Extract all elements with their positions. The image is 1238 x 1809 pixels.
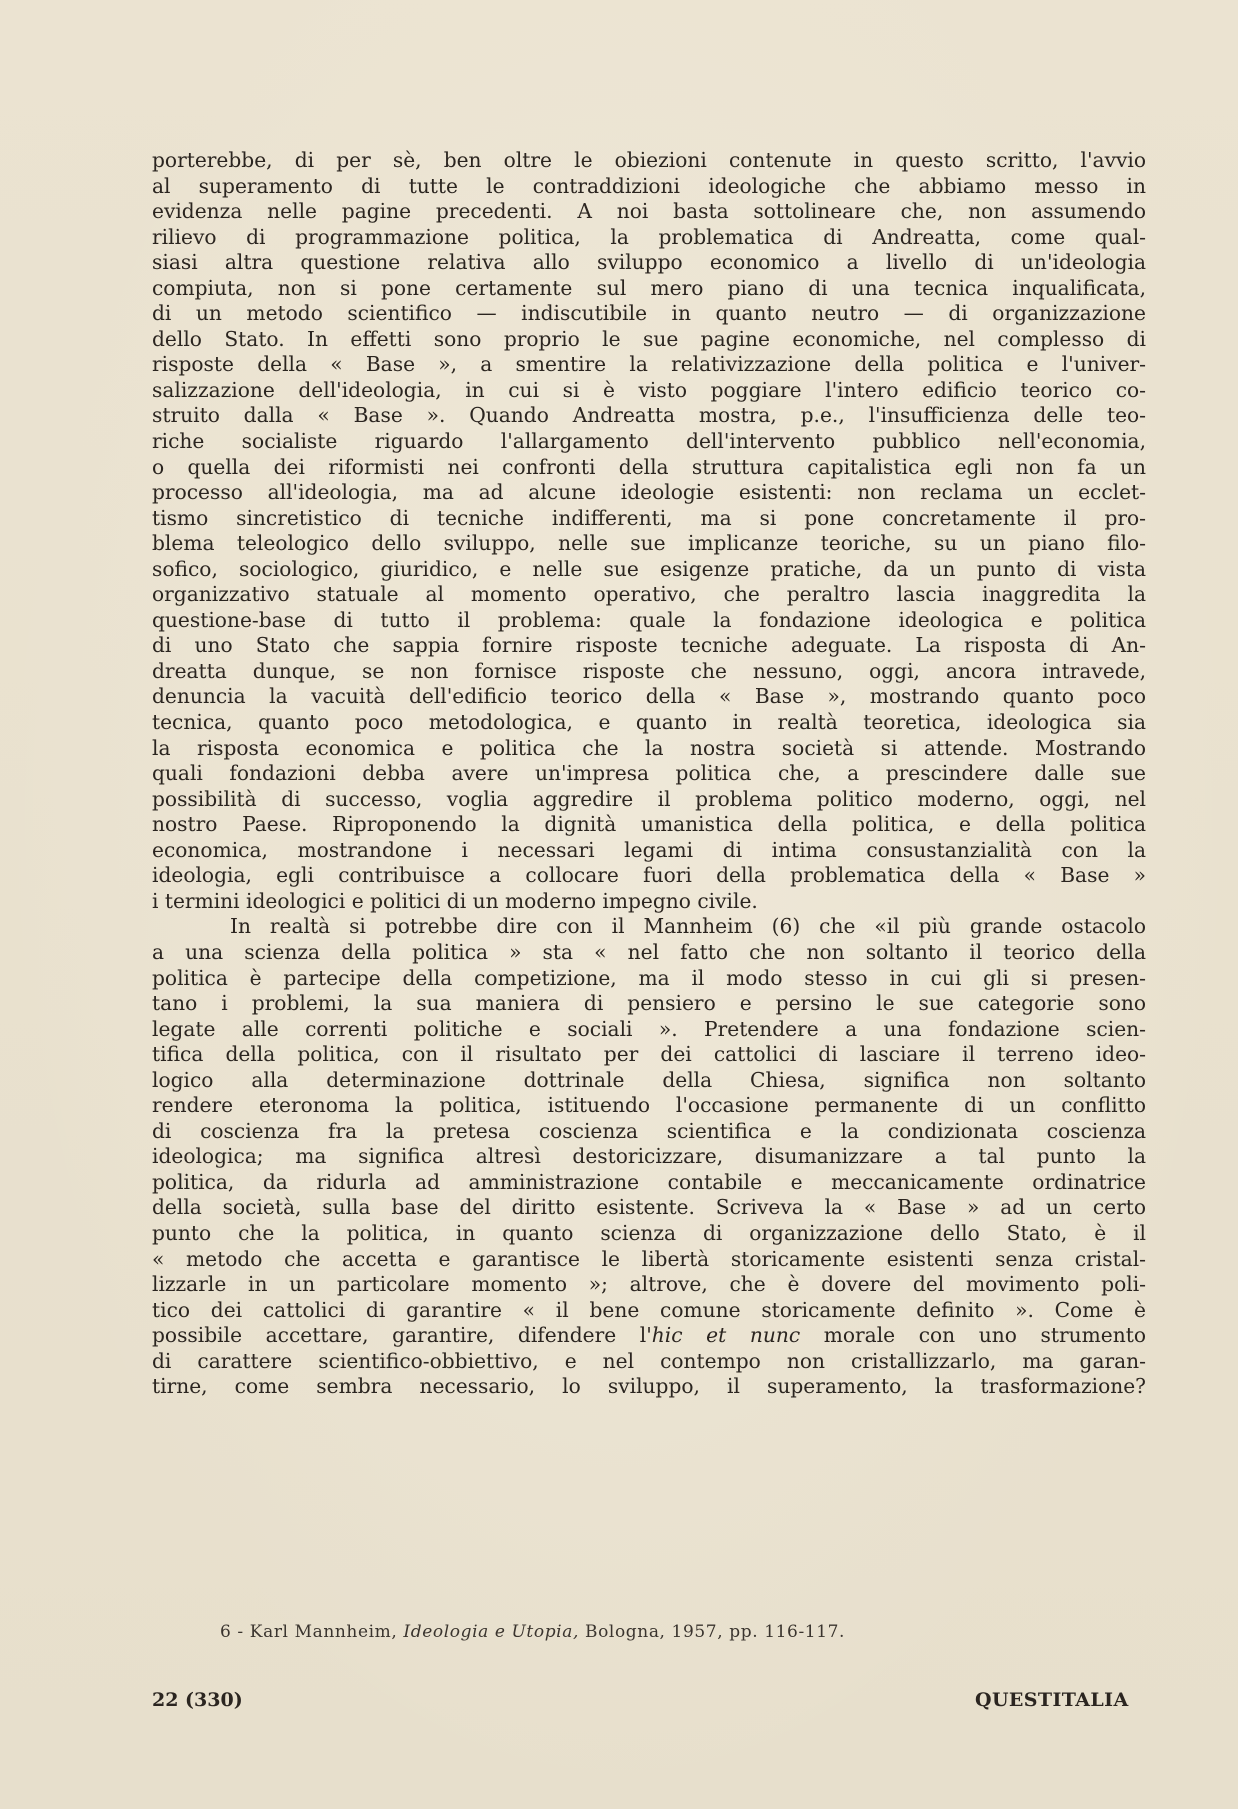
text-line: tano i problemi, la sua maniera di pensiero e persino le sue categorie sono [152,991,1146,1016]
text-line: denuncia la vacuità dell'edificio teorico della « Base », mostrando quanto poco [152,684,1146,709]
journal-name: QUESTITALIA [975,1689,1129,1711]
text-line: rendere eteronoma la politica, istituendo l'occasione permanente di un conflitto [152,1093,1146,1118]
text-line: la risposta economica e politica che la nostra società si attende. Mostrando [152,735,1146,760]
text-line: a una scienza della politica » sta « nel fatto che non soltanto il teorico della [152,939,1146,964]
text-line: tecnica, quanto poco metodologica, e quanto in realtà teoretica, ideologica sia [152,710,1146,735]
text-line: o quella dei riformisti nei confronti della struttura capitalistica egli non fa un [152,454,1146,479]
text-line: salizzazione dell'ideologia, in cui si è visto poggiare l'intero edificio teorico co- [152,377,1146,402]
text-line: tifica della politica, con il risultato per dei cattolici di lasciare il terreno ideo- [152,1042,1146,1067]
text-line: organizzativo statuale al momento operativo, che peraltro lascia inaggredita la [152,582,1146,607]
footnote [220,1622,845,1642]
text-line: processo all'ideologia, ma ad alcune ideologie esistenti: non reclama un ecclet- [152,480,1146,505]
paragraph-start-line: In realtà si potrebbe dire con il Mannheim (6) che «il più grande ostacolo [230,914,1146,939]
text-line-with-italic [152,1323,1146,1349]
text-line: questione-base di tutto il problema: quale la fondazione ideologica e politica [152,607,1146,632]
text-line: tirne, come sembra necessario, lo sviluppo, il superamento, la trasformazione? [152,1374,1146,1399]
text-segment: possibile accettare, garantire, difendere l' [152,1323,652,1348]
text-line: economica, mostrandone i necessari legami di intima consustanzialità con la [152,837,1146,862]
footnote-number: 6 - [220,1622,244,1642]
text-line: siasi altra questione relativa allo sviluppo economico a livello di un'ideologia [152,250,1146,275]
text-line: quali fondazioni debba avere un'impresa politica che, a prescindere dalle sue [152,761,1146,786]
text-line: riche socialiste riguardo l'allargamento dell'intervento pubblico nell'economia, [152,429,1146,454]
text-line: evidenza nelle pagine precedenti. A noi basta sottolineare che, non assumendo [152,199,1146,224]
text-line: ideologica; ma significa altresì destoricizzare, disumanizzare a tal punto la [152,1144,1146,1169]
text-line: punto che la politica, in quanto scienza di organizzazione dello Stato, è il [152,1220,1146,1245]
text-line: sofico, sociologico, giuridico, e nelle sue esigenze pratiche, da un punto di vista [152,556,1146,581]
text-line: di un metodo scientifico — indiscutibile in quanto neutro — di organizzazione [152,301,1146,326]
text-line: possibilità di successo, voglia aggredire il problema politico moderno, oggi, nel [152,786,1146,811]
text-line: al superamento di tutte le contraddizioni ideologiche che abbiamo messo in [152,173,1146,198]
text-line: risposte della « Base », a smentire la relativizzazione della politica e l'univer- [152,352,1146,377]
text-line: politica è partecipe della competizione, ma il modo stesso in cui gli si presen- [152,965,1146,990]
text-line: dello Stato. In effetti sono proprio le sue pagine economiche, nel complesso di [152,326,1146,351]
paragraph-end-line: i termini ideologici e politici di un moderno impegno civile. [152,888,758,913]
text-line: struito dalla « Base ». Quando Andreatta mostra, p.e., l'insufficienza delle teo- [152,403,1146,428]
text-segment: morale con uno strumento [800,1323,1146,1348]
italic-phrase: hic et nunc [651,1323,801,1348]
footnote-publication: Bologna, 1957, pp. 116-117. [584,1622,846,1642]
text-line: politica, da ridurla ad amministrazione contabile e meccanicamente ordinatrice [152,1169,1146,1194]
footnote-title: Ideologia e Utopia, [403,1622,579,1642]
text-line: ideologia, egli contribuisce a collocare fuori della problematica della « Base » [152,863,1146,888]
article-body [152,148,1146,1400]
footnote-author: Karl Mannheim, [249,1622,398,1642]
text-line: compiuta, non si pone certamente sul mero piano di una tecnica inqualificata, [152,275,1146,300]
text-line: nostro Paese. Riproponendo la dignità umanistica della politica, e della politica [152,812,1146,837]
text-line: legate alle correnti politiche e sociali ». Pretendere a una fondazione scien- [152,1016,1146,1041]
text-line: di uno Stato che sappia fornire risposte tecniche adeguate. La risposta di An- [152,633,1146,658]
text-line: logico alla determinazione dottrinale della Chiesa, significa non soltanto [152,1067,1146,1092]
text-line: tico dei cattolici di garantire « il bene comune storicamente definito ». Come è [152,1297,1146,1322]
text-line: blema teleologico dello sviluppo, nelle sue implicanze teoriche, su un piano filo- [152,531,1146,556]
text-line: della società, sulla base del diritto esistente. Scriveva la « Base » ad un certo [152,1195,1146,1220]
text-line: tismo sincretistico di tecniche indifferenti, ma si pone concretamente il pro- [152,505,1146,530]
text-line: dreatta dunque, se non fornisce risposte che nessuno, oggi, ancora intravede, [152,658,1146,683]
text-line: rilievo di programmazione politica, la problematica di Andreatta, come qual- [152,224,1146,249]
text-line: « metodo che accetta e garantisce le libertà storicamente esistenti senza cristal- [152,1246,1146,1271]
text-line: porterebbe, di per sè, ben oltre le obiezioni contenute in questo scritto, l'avvio [152,148,1146,172]
page-number: 22 (330) [152,1689,243,1711]
text-line: di coscienza fra la pretesa coscienza scientifica e la condizionata coscienza [152,1118,1146,1143]
text-line: lizzarle in un particolare momento »; altrove, che è dovere del movimento poli- [152,1272,1146,1297]
text-line: di carattere scientifico-obbiettivo, e nel contempo non cristallizzarlo, ma garan- [152,1348,1146,1373]
